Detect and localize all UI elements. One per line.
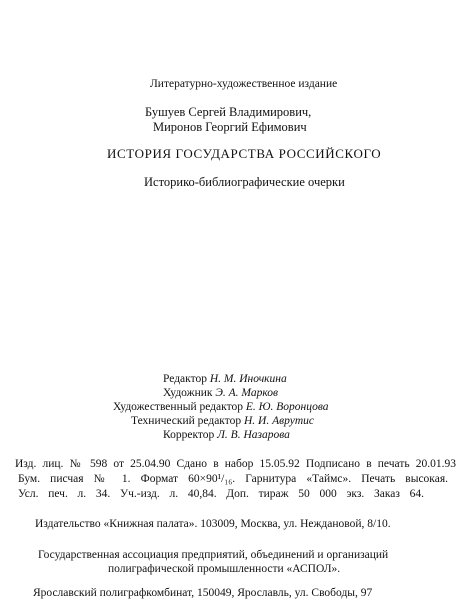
credit-name: Л. В. Назарова — [217, 429, 290, 441]
imprint-line-2: Бум. писчая № 1. Формат 60×90¹/₁₆. Гарнитура «Таймс». Печать высокая. — [18, 473, 448, 485]
credit-proofreader — [163, 430, 290, 442]
author-1: Бушуев Сергей Владимирович, — [145, 105, 312, 119]
publisher: Издательство «Книжная палата». 103009, Москва, ул. Неждановой, 8/10. — [35, 518, 391, 530]
credit-name: Н. И. Аврутис — [244, 415, 314, 427]
credit-name: Е. Ю. Воронцова — [245, 401, 329, 413]
credit-artist — [163, 388, 278, 400]
credit-role: Технический редактор — [131, 415, 242, 427]
credit-role: Художественный редактор — [113, 401, 243, 413]
edition-type: Литературно-художественное издание — [150, 78, 338, 90]
credit-name: Э. А. Марков — [215, 387, 279, 399]
credit-editor — [163, 374, 287, 386]
association-line-1: Государственная ассоциация предприятий, объединений и организаций — [38, 549, 389, 561]
credit-art-editor — [113, 402, 329, 414]
association-line-2: полиграфической промышленности «АСПОЛ». — [108, 563, 341, 575]
credit-role: Редактор — [163, 373, 207, 385]
book-title: ИСТОРИЯ ГОСУДАРСТВА РОССИЙСКОГО — [107, 146, 382, 161]
credit-role: Художник — [163, 387, 213, 399]
book-subtitle: Историко-библиографические очерки — [144, 175, 345, 189]
credit-name: Н. М. Иночкина — [209, 373, 287, 385]
credit-tech-editor — [131, 416, 314, 428]
credit-role: Корректор — [163, 429, 215, 441]
imprint-line-3: Усл. печ. л. 34. Уч.-изд. л. 40,84. Доп. тираж 50 000 экз. Заказ 64. — [18, 488, 424, 500]
printer: Ярославский полиграфкомбинат, 150049, Ярославль, ул. Свободы, 97 — [33, 587, 373, 599]
imprint-line-1: Изд. лиц. № 598 от 25.04.90 Сдано в набор 15.05.92 Подписано в печать 20.01.93 — [15, 458, 456, 470]
author-2: Миронов Георгий Ефимович — [153, 120, 307, 134]
